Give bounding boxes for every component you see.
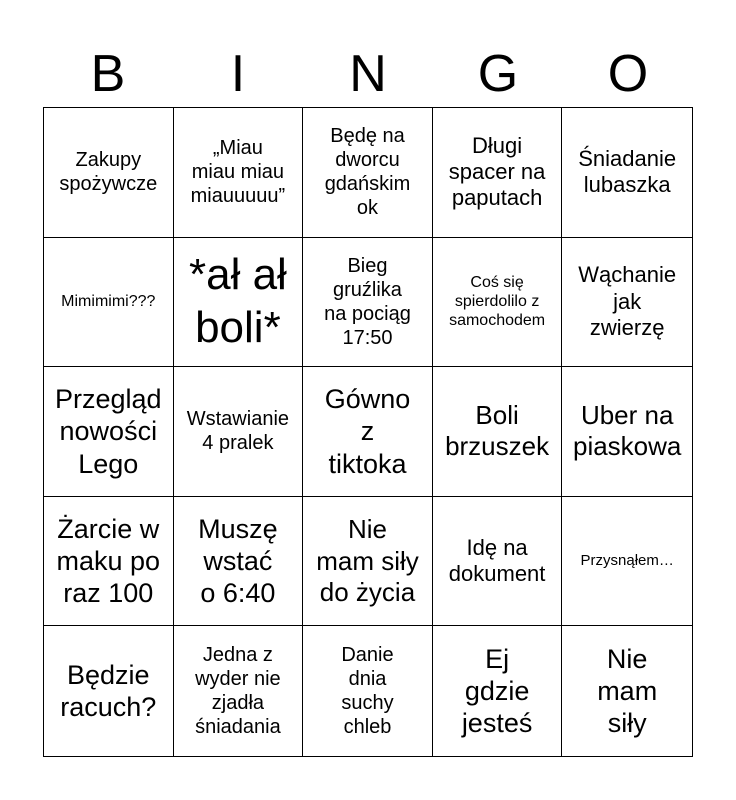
bingo-cell[interactable] [562,626,692,756]
cell-text: Coś się spierdolilo z samochodem [449,274,546,330]
cell-text: Długi spacer na paputach [448,132,546,211]
cell-text: Nie mam siły [597,643,658,739]
bingo-cell[interactable] [174,367,304,497]
cell-text: Śniadanie lubaszka [578,145,677,198]
bingo-cell[interactable] [433,367,563,497]
cell-text: Boli brzuszek [445,400,550,462]
bingo-cell[interactable] [174,108,304,238]
bingo-cell[interactable] [433,238,563,368]
header-letter-b: B [90,45,126,103]
bingo-cell[interactable] [303,108,433,238]
cell-text: *ał ał boli* [188,250,287,352]
bingo-cell[interactable] [433,626,563,756]
bingo-cell[interactable] [562,367,692,497]
bingo-cell[interactable] [174,238,304,368]
cell-text: Ej gdzie jesteś [461,643,533,739]
cell-text: Gówno z tiktoka [324,383,411,479]
cell-text: Bieg gruźlika na pociąg 17:50 [324,254,411,349]
bingo-cell[interactable] [562,238,692,368]
cell-text: Żarcie w maku po raz 100 [56,513,161,609]
bingo-cell[interactable] [433,497,563,627]
bingo-cell[interactable] [562,108,692,238]
cell-text: Przysnąłem… [580,552,674,570]
cell-text: Zakupy spożywcze [59,149,158,196]
bingo-cell[interactable] [303,367,433,497]
bingo-board [43,107,693,757]
bingo-cell[interactable] [44,626,174,756]
cell-text: Danie dnia suchy chleb [341,644,394,739]
bingo-cell[interactable] [174,626,304,756]
cell-text: Uber na piaskowa [572,400,682,462]
bingo-cell[interactable] [303,626,433,756]
cell-text: Jedna z wyder nie zjadła śniadania [195,644,281,739]
cell-text: Będę na dworcu gdańskim ok [324,125,411,220]
bingo-cell[interactable] [303,497,433,627]
bingo-cell[interactable] [303,238,433,368]
cell-text: „Miau miau miau miauuuuu” [190,137,286,208]
cell-text: Wstawianie 4 pralek [186,408,290,455]
cell-text: Przegląd nowości Lego [55,383,162,479]
bingo-cell[interactable] [174,497,304,627]
bingo-cell[interactable] [44,108,174,238]
cell-text: Muszę wstać o 6:40 [198,513,278,609]
header-letter-i: I [230,45,246,103]
bingo-cell[interactable] [44,367,174,497]
cell-text: Nie mam siły do życia [316,514,419,607]
bingo-cell[interactable] [44,238,174,368]
cell-text: Wąchanie jak zwierzę [578,262,677,341]
header-letter-o: O [607,45,649,103]
header-letter-g: G [477,45,519,103]
bingo-cell[interactable] [562,497,692,627]
bingo-cell[interactable] [433,108,563,238]
bingo-header [43,40,693,108]
cell-text: Będzie racuch? [60,659,157,723]
cell-text: Mimimimi??? [61,293,156,311]
header-letter-n: N [349,45,387,103]
bingo-cell[interactable] [44,497,174,627]
cell-text: Idę na dokument [448,534,546,587]
